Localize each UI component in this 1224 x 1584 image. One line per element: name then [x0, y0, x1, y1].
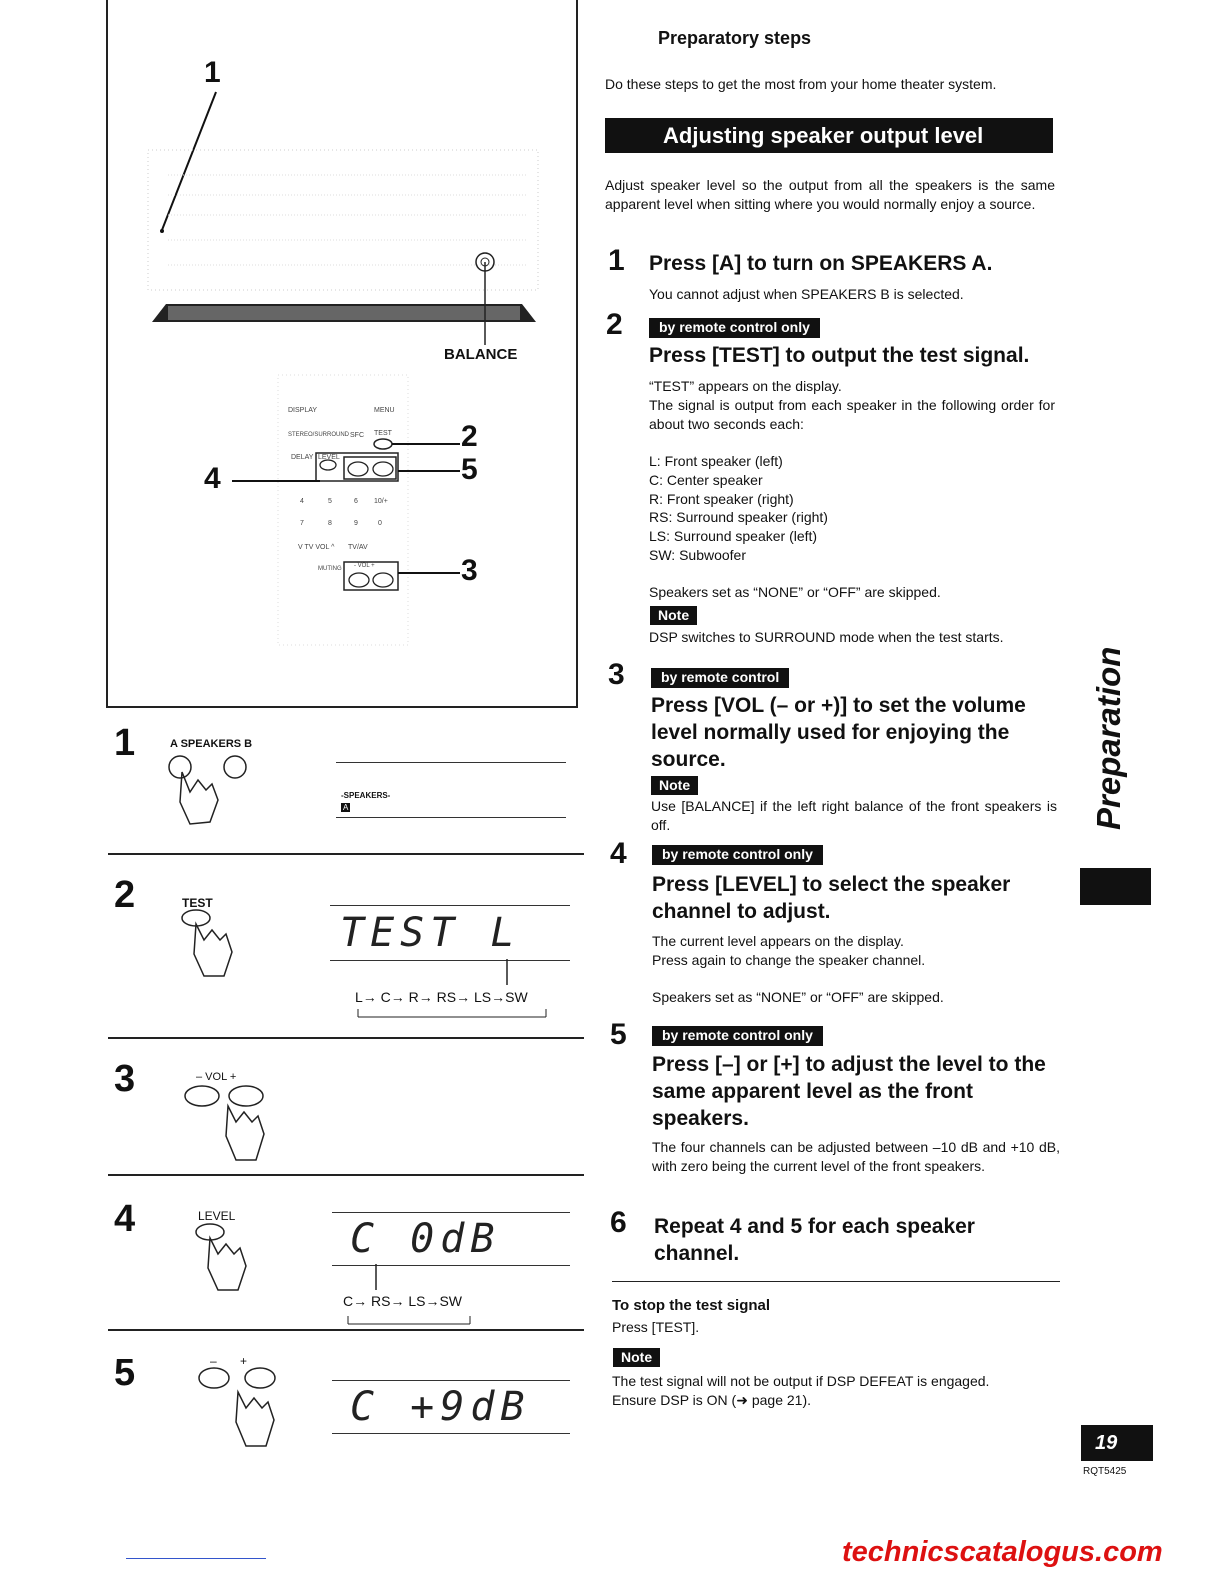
final-note-2: Ensure DSP is ON (➜ page 21).: [612, 1392, 812, 1408]
speaker-list-SW: SW: Subwoofer: [649, 547, 747, 563]
lcd-5-text: C +9dB: [350, 1384, 531, 1430]
speaker-list-RS: RS: Surround speaker (right): [649, 509, 828, 525]
remote-display-label: DISPLAY: [288, 407, 318, 414]
step-1-text: You cannot adjust when SPEAKERS B is selected.: [649, 286, 964, 302]
hand-press-icon: [196, 1366, 286, 1456]
sequence-2: L→ C→ R→ RS→ LS→SW: [355, 989, 528, 1005]
final-note-label: Note: [613, 1348, 660, 1367]
step-3-number: 3: [608, 658, 625, 691]
step-2-heading: Press [TEST] to output the test signal.: [649, 344, 1030, 367]
banner-text: Adjusting speaker output level: [663, 123, 984, 148]
step-5-text: The four channels can be adjusted between –10 dB and +10 dB, with zero being the current level of the front speakers.: [652, 1139, 1060, 1174]
final-note-1: The test signal will not be output if DSP DEFEAT is engaged.: [612, 1373, 990, 1389]
step-4-heading: Press [LEVEL] to select the speaker channel to adjust.: [652, 873, 1011, 923]
lcd-1-text: -SPEAKERS-: [341, 791, 391, 800]
step-6-heading: Repeat 4 and 5 for each speaker channel.: [654, 1215, 975, 1265]
step-5-heading: Press [–] or [+] to adjust the level to the same apparent level as the front speakers.: [652, 1053, 1046, 1130]
speaker-list-LS: LS: Surround speaker (left): [649, 528, 818, 544]
step-3-note: Use [BALANCE] if the left right balance of the front speakers is off.: [651, 798, 1057, 833]
remote-tvav-label: TV/AV: [348, 544, 368, 551]
hand-press-icon: [192, 1222, 262, 1297]
left-step-4-label: LEVEL: [198, 1209, 236, 1223]
left-step-5-label: – +: [210, 1354, 258, 1368]
step-4-badge: by remote control only: [652, 845, 823, 865]
separator: [612, 1281, 1060, 1282]
left-step-5-number: 5: [114, 1352, 136, 1394]
remote-level-label: LEVEL: [318, 454, 340, 461]
side-tab-text: Preparation: [1090, 646, 1127, 830]
section-banner: [605, 118, 1053, 153]
step-2-skip: Speakers set as “NONE” or “OFF” are skipped.: [649, 584, 941, 600]
step-1-number: 1: [608, 244, 625, 277]
left-step-1-number: 1: [114, 722, 136, 764]
side-tab: [1080, 640, 1152, 840]
remote-num-10: 10/+: [374, 498, 388, 505]
step-5-badge: by remote control only: [652, 1026, 823, 1046]
remote-vol-label: - VOL +: [354, 563, 375, 569]
step-2-badge: by remote control only: [649, 318, 820, 338]
step-6-number: 6: [610, 1206, 627, 1239]
remote-num-6: 6: [354, 498, 358, 505]
illustration-panel: [106, 0, 578, 708]
remote-num-5: 5: [328, 498, 332, 505]
lcd-1-badge: A: [343, 803, 349, 812]
step-4-text1: The current level appears on the display.: [652, 933, 904, 949]
page-number: 19: [1095, 1432, 1118, 1454]
remote-num-9: 9: [354, 520, 358, 527]
left-step-4-number: 4: [114, 1198, 136, 1240]
remote-menu-label: MENU: [374, 407, 395, 414]
step-4-text2: Press again to change the speaker channel.: [652, 952, 926, 968]
separator: [108, 853, 584, 855]
hand-press-icon: [180, 1084, 280, 1170]
hand-press-icon: [160, 752, 260, 832]
left-step-3-label: – VOL +: [196, 1071, 237, 1083]
remote-num-7: 7: [300, 520, 304, 527]
separator: [108, 1037, 584, 1039]
remote-num-4: 4: [300, 498, 304, 505]
hand-press-icon: [176, 908, 246, 983]
balance-label: BALANCE: [444, 346, 518, 363]
remote-tvvol-label: V TV VOL ^: [298, 544, 335, 551]
lcd-2-text: TEST L: [340, 910, 521, 956]
left-step-2-number: 2: [114, 874, 136, 916]
remote-stereo-label: STEREO/SURROUND: [288, 432, 350, 438]
page-title: Preparatory steps: [658, 28, 812, 48]
remote-sfc-label: SFC: [350, 432, 364, 439]
step-4-skip: Speakers set as “NONE” or “OFF” are skipped.: [652, 989, 944, 1005]
step-3-heading: Press [VOL (– or +)] to set the volume level normally used for enjoying the source.: [651, 694, 1026, 771]
separator: [108, 1329, 584, 1331]
step-2-text2: The signal is output from each speaker in the following order for about two seconds each:: [649, 397, 1055, 432]
step-2-number: 2: [606, 308, 623, 341]
speaker-list-L: L: Front speaker (left): [649, 453, 783, 469]
sequence-4: C→ RS→ LS→SW: [343, 1293, 463, 1309]
step-2-note: DSP switches to SURROUND mode when the test starts.: [649, 629, 1004, 645]
lead-text: Adjust speaker level so the output from all the speakers is the same apparent level when sitting where you would normally enjoy a source.: [605, 177, 1055, 212]
remote-test-label: TEST: [374, 430, 392, 437]
remote-delay-label: DELAY: [291, 454, 314, 461]
remote-num-0: 0: [378, 520, 382, 527]
left-step-2-label: TEST: [182, 896, 213, 910]
callout-5: 5: [461, 453, 478, 486]
stop-text: Press [TEST].: [612, 1319, 700, 1335]
callout-4: 4: [204, 462, 221, 495]
step-3-badge: by remote control: [651, 668, 789, 688]
link-underline: [126, 1558, 266, 1559]
callout-1: 1: [204, 56, 221, 89]
step-3-note-label: Note: [651, 776, 698, 795]
side-tab-block: [1080, 868, 1151, 905]
stop-title: To stop the test signal: [612, 1297, 771, 1314]
speaker-list-C: C: Center speaker: [649, 472, 763, 488]
speaker-list-R: R: Front speaker (right): [649, 491, 794, 507]
step-2-note-label: Note: [650, 606, 697, 625]
left-step-3-number: 3: [114, 1058, 136, 1100]
left-step-1-label: A SPEAKERS B: [170, 738, 253, 750]
remote-muting-label: MUTING: [318, 566, 342, 572]
step-5-number: 5: [610, 1018, 627, 1051]
step-1-heading: Press [A] to turn on SPEAKERS A.: [649, 252, 993, 275]
intro-text: Do these steps to get the most from your home theater system.: [605, 76, 997, 92]
callout-2: 2: [461, 420, 478, 453]
separator: [108, 1174, 584, 1176]
doc-code: RQT5425: [1083, 1466, 1127, 1477]
step-4-number: 4: [610, 837, 627, 870]
lcd-display-1: [336, 762, 566, 818]
step-2-text1: “TEST” appears on the display.: [649, 378, 842, 394]
page-number-box: [1081, 1425, 1153, 1461]
watermark-link[interactable]: technicscatalogus.com: [842, 1536, 1163, 1568]
callout-3: 3: [461, 554, 478, 587]
lcd-4-text: C 0dB: [350, 1216, 501, 1262]
remote-num-8: 8: [328, 520, 332, 527]
